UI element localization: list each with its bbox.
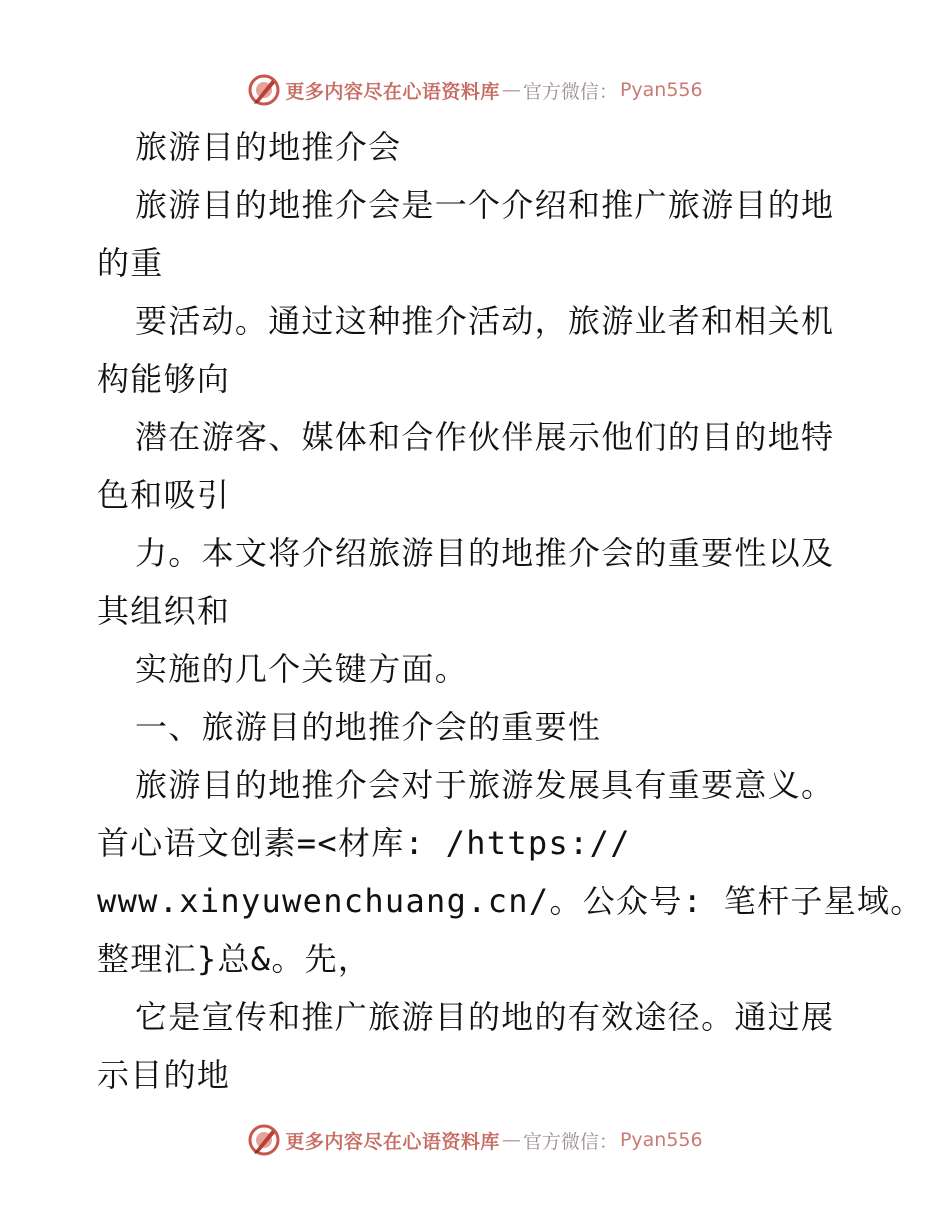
- text-line: 首心语文创素=<材库: /https://: [97, 824, 631, 862]
- header-banner: [0, 70, 950, 110]
- text-line: 力。本文将介绍旅游目的地推介会的重要性以及: [135, 534, 835, 572]
- text-line: 实施的几个关键方面。: [135, 650, 469, 688]
- header-banner-title: 更多内容尽在心语资料库: [285, 80, 500, 103]
- text-line: 色和吸引: [97, 476, 231, 514]
- pen-logo-icon: [247, 1123, 281, 1157]
- text-line: 整理汇}总&。先，: [97, 940, 372, 978]
- header-banner-separator: —: [501, 79, 521, 101]
- text-line: 的重: [97, 244, 164, 282]
- text-line: www.xinyuwenchuang.cn/。公众号: 笔杆子星域。: [97, 882, 924, 920]
- text-line: 要活动。通过这种推介活动，旅游业者和相关机: [135, 302, 835, 340]
- document-title: 旅游目的地推介会: [135, 128, 402, 166]
- document-body: [97, 118, 924, 1104]
- footer-official-label: 官方微信：: [522, 1130, 618, 1153]
- text-line: 示目的地: [97, 1056, 231, 1094]
- text-line: 构能够向: [97, 360, 231, 398]
- footer-wechat-id: Pyan556: [619, 1129, 703, 1151]
- footer-banner: [0, 1120, 950, 1160]
- text-line: 旅游目的地推介会是一个介绍和推广旅游目的地: [135, 186, 835, 224]
- section-heading: 一、旅游目的地推介会的重要性: [135, 708, 602, 746]
- text-line: 旅游目的地推介会对于旅游发展具有重要意义。: [135, 766, 835, 804]
- header-official-label: 官方微信：: [522, 80, 618, 103]
- text-line: 它是宣传和推广旅游目的地的有效途径。通过展: [135, 998, 835, 1036]
- text-line: 潜在游客、媒体和合作伙伴展示他们的目的地特: [135, 418, 835, 456]
- footer-banner-separator: —: [501, 1129, 521, 1151]
- pen-logo-icon: [247, 73, 281, 107]
- text-line: 其组织和: [97, 592, 231, 630]
- footer-banner-title: 更多内容尽在心语资料库: [285, 1130, 500, 1153]
- header-wechat-id: Pyan556: [619, 79, 703, 101]
